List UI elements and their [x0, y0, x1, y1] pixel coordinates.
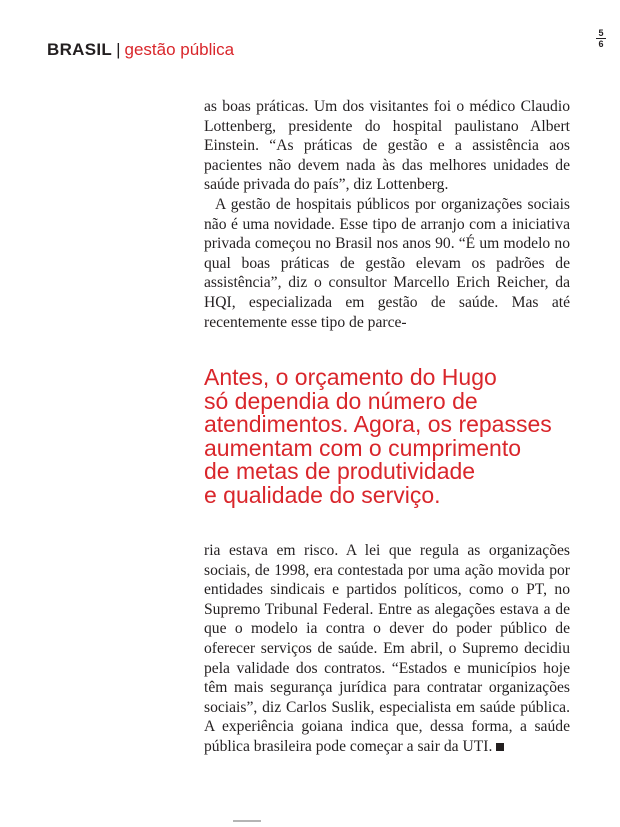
page-number-current: 5: [598, 28, 604, 38]
pull-quote-line: de metas de produtividade: [204, 458, 476, 484]
footer-rule: [233, 820, 261, 822]
article-paragraph: A gestão de hospitais públicos por organizações sociais não é uma novidade. Esse tipo de arranjo com a iniciativa privada começou no Brasil nos anos 90. “É um modelo no qual boas práticas de gestão elevam os padrões de assistência”, diz o consultor Marcello Erich Reicher, da HQI, especializada em gestão de saúde. Mas até recentemente esse tipo de parce-: [204, 195, 570, 331]
end-of-article-mark: [496, 743, 504, 751]
pull-quote-line: só dependia do número de: [204, 387, 478, 414]
pull-quote-line: e qualidade do serviço.: [204, 481, 441, 508]
article-paragraph: as boas práticas. Um dos visitantes foi o médico Claudio Lottenberg, presidente do hospital paulistano Albert Einstein. “As práticas de gestão e a assistência aos pacientes não devem nada às das melhores unidades de saúde privada do país”, diz Lottenberg.: [204, 98, 570, 194]
page-number-total: 6: [598, 39, 604, 49]
pull-quote: [204, 366, 584, 507]
pull-quote-line: Antes, o orçamento do Hugo: [204, 364, 497, 390]
pull-quote-line: aumentam com o cumprimento: [204, 434, 522, 461]
page-number: [590, 28, 612, 49]
section-name: BRASIL: [47, 40, 113, 59]
article-column-top: [204, 97, 570, 332]
article-column-bottom: [204, 541, 570, 757]
pull-quote-line: atendimentos. Agora, os repasses: [204, 411, 552, 437]
article-paragraph-text: ria estava em risco. A lei que regula as organizações sociais, de 1998, era contestada por uma ação movida por entidades sindicais e partidos políticos, como o PT, no Supremo Tribunal Federal. Entre as alegações estava a de que o modelo ia contra o dever do poder público de oferecer serviços de saúde. Em abril, o Supremo decidiu pela validade dos contratos. “Estados e municípios hoje têm mais segurança jurídica para contratar organizações sociais”, diz Carlos Suslik, especialista em saúde pública. A experiência goiana indica que, dessa forma, a saúde pública brasileira pode começar a sair da UTI.: [204, 542, 570, 755]
section-topic: gestão pública: [124, 40, 235, 59]
section-header: [47, 40, 234, 60]
header-separator: |: [116, 40, 121, 59]
article-paragraph: [204, 541, 570, 757]
